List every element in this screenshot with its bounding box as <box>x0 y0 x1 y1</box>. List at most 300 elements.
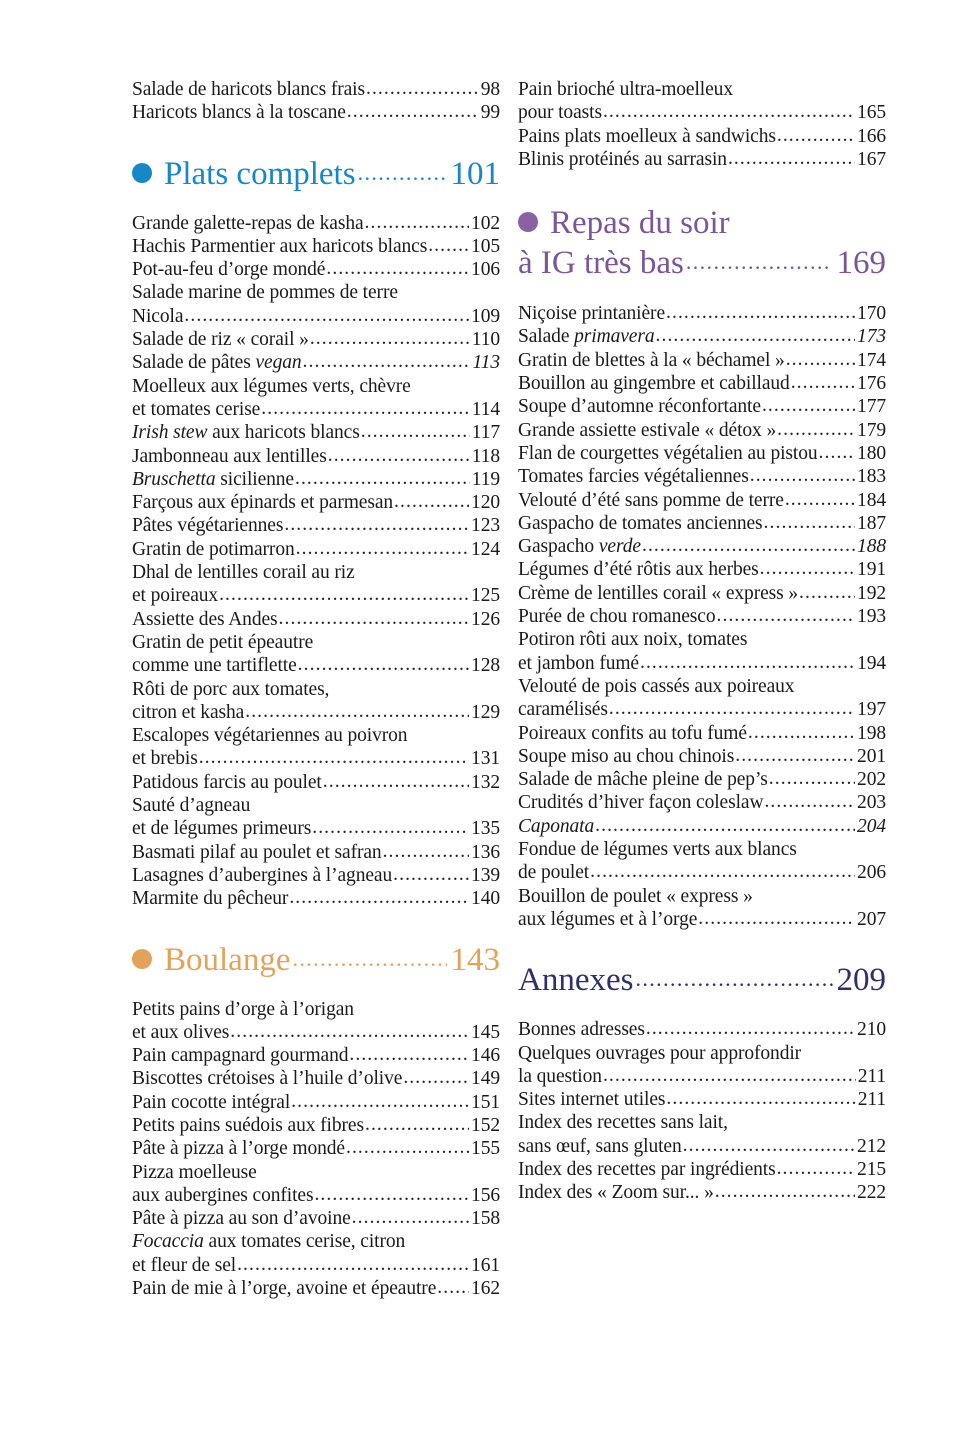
toc-entry-page-number: 211 <box>857 1065 886 1087</box>
toc-entry-page-number: 215 <box>857 1158 886 1180</box>
boulange-entries <box>132 998 500 1301</box>
toc-entry[interactable] <box>518 535 886 558</box>
toc-entry[interactable] <box>518 628 886 651</box>
toc-entry-page-number: 156 <box>471 1184 500 1206</box>
toc-entry-label: Index des « Zoom sur... » <box>518 1182 714 1204</box>
dot-leader <box>656 324 856 347</box>
toc-entry[interactable] <box>132 1184 500 1207</box>
toc-entry-label: Gaspacho verde <box>518 536 641 558</box>
toc-entry-page-number: 201 <box>857 745 886 767</box>
dot-leader <box>403 1066 469 1089</box>
toc-entry-label: Soupe d’automne réconfortante <box>518 396 761 418</box>
toc-entry[interactable] <box>132 584 500 607</box>
toc-entry-label: Soupe miso au chou chinois <box>518 745 735 767</box>
toc-entry[interactable] <box>518 745 886 768</box>
toc-entry-page-number: 202 <box>857 769 886 791</box>
toc-entry[interactable] <box>132 1254 500 1277</box>
toc-entry[interactable] <box>518 791 886 814</box>
toc-entry[interactable] <box>518 465 886 488</box>
toc-entry[interactable] <box>132 514 500 537</box>
section-title-line1: Repas du soir <box>550 205 730 242</box>
toc-entry-label: Sauté d’agneau <box>132 795 251 817</box>
dot-leader <box>683 1134 855 1157</box>
toc-entry[interactable] <box>132 1137 500 1160</box>
toc-entry-page-number: 170 <box>857 303 886 325</box>
toc-entry[interactable] <box>132 887 500 910</box>
toc-entry-label: Index des recettes par ingrédients <box>518 1158 776 1180</box>
toc-entry-page-number: 188 <box>857 536 886 558</box>
toc-entry[interactable] <box>518 512 886 535</box>
dot-leader <box>383 840 469 863</box>
toc-entry-page-number: 174 <box>857 349 886 371</box>
toc-entry[interactable] <box>518 838 886 861</box>
toc-entry[interactable] <box>518 1181 886 1204</box>
toc-entry-page-number: 151 <box>471 1091 500 1113</box>
toc-entry-label: Salade de haricots blancs frais <box>132 79 365 100</box>
section-title-line1-row <box>518 203 886 243</box>
dot-leader <box>394 490 469 513</box>
toc-entry-page-number: 149 <box>471 1068 500 1090</box>
toc-entry[interactable] <box>132 998 500 1021</box>
dot-leader <box>764 511 856 534</box>
dot-leader <box>393 863 469 886</box>
toc-entry-page-number: 167 <box>857 148 886 170</box>
dot-leader <box>762 394 855 417</box>
dot-leader <box>646 1017 855 1040</box>
toc-entry[interactable] <box>132 235 500 258</box>
toc-entry[interactable] <box>132 864 500 887</box>
toc-entry[interactable] <box>132 654 500 677</box>
toc-entry[interactable] <box>518 768 886 791</box>
dot-leader <box>609 697 855 720</box>
toc-entry-label: et aux olives <box>132 1021 230 1043</box>
toc-entry[interactable] <box>518 395 886 418</box>
toc-entry-label: comme une tartiflette <box>132 655 297 677</box>
toc-entry-page-number: 191 <box>857 559 886 581</box>
toc-entry-label: Légumes d’été rôtis aux herbes <box>518 559 759 581</box>
toc-entry-label: Pain de mie à l’orge, avoine et épeautre <box>132 1278 437 1300</box>
toc-entry-page-number: 192 <box>857 582 886 604</box>
toc-entry[interactable] <box>518 815 886 838</box>
toc-entry-label: caramélisés <box>518 699 608 721</box>
dot-leader <box>352 1206 469 1229</box>
toc-entry[interactable] <box>518 885 886 908</box>
toc-entry-label: Patidous farcis au poulet <box>132 771 322 793</box>
toc-entry-page-number: 129 <box>471 701 500 723</box>
toc-entry-label: Bouillon au gingembre et cabillaud <box>518 373 790 395</box>
section-plats-complets[interactable] <box>132 155 500 196</box>
toc-entry-page-number: 114 <box>471 398 500 420</box>
toc-entry[interactable] <box>518 861 886 884</box>
toc-entry-page-number: 113 <box>472 352 500 374</box>
dot-leader <box>728 147 855 170</box>
dot-leader <box>230 1020 469 1043</box>
section-page-number: 101 <box>450 155 500 192</box>
toc-entry[interactable] <box>518 1042 886 1065</box>
toc-entry-label: et de légumes primeurs <box>132 818 312 840</box>
dot-leader <box>764 790 855 813</box>
toc-entry[interactable] <box>518 419 886 442</box>
toc-entry-label: Velouté de pois cassés aux poireaux <box>518 675 795 697</box>
toc-entry[interactable] <box>132 468 500 491</box>
toc-entry-label: Escalopes végétariennes au poivron <box>132 725 408 747</box>
dot-leader <box>640 651 855 674</box>
toc-left-column <box>132 78 500 1300</box>
toc-entry-page-number: 211 <box>857 1089 886 1111</box>
toc-entry[interactable] <box>132 794 500 817</box>
spacer <box>518 1002 886 1018</box>
toc-entry-page-number: 132 <box>471 771 500 793</box>
toc-entry[interactable] <box>518 1088 886 1111</box>
dot-leader <box>199 746 469 769</box>
toc-entry-page-number: 109 <box>471 305 500 327</box>
dot-leader <box>715 1180 855 1203</box>
toc-entry-page-number: 161 <box>471 1254 500 1276</box>
toc-entry-label: Gratin de blettes à la « béchamel » <box>518 349 785 371</box>
toc-entry[interactable] <box>518 698 886 721</box>
toc-entry-label: Petits pains suédois aux fibres <box>132 1114 364 1136</box>
toc-entry[interactable] <box>132 1091 500 1114</box>
toc-entry-page-number: 183 <box>857 466 886 488</box>
section-page-number: 169 <box>836 245 886 282</box>
toc-entry[interactable] <box>518 582 886 605</box>
toc-entry[interactable] <box>132 281 500 304</box>
toc-entry[interactable] <box>132 538 500 561</box>
dot-leader <box>686 242 831 282</box>
dot-leader <box>326 257 469 280</box>
toc-entry[interactable] <box>132 212 500 235</box>
toc-entry[interactable] <box>518 349 886 372</box>
toc-entry-label: citron et kasha <box>132 701 245 723</box>
section-title: Plats complets <box>164 155 356 192</box>
toc-entry-page-number: 207 <box>857 908 886 930</box>
dot-leader <box>323 770 469 793</box>
dot-leader <box>295 467 470 490</box>
dot-leader <box>595 814 855 837</box>
toc-entry-label: Sites internet utiles <box>518 1089 666 1111</box>
toc-entry-page-number: 131 <box>471 748 500 770</box>
toc-entry-page-number: 99 <box>480 102 500 124</box>
toc-entry-page-number: 187 <box>857 512 886 534</box>
toc-entry[interactable] <box>132 701 500 724</box>
toc-entry-label: Grande assiette estivale « détox » <box>518 419 777 441</box>
toc-entry-page-number: 165 <box>857 102 886 124</box>
toc-entry-page-number: 105 <box>471 235 500 257</box>
toc-entry-label: Gratin de potimarron <box>132 538 295 560</box>
toc-entry-page-number: 124 <box>471 538 500 560</box>
toc-entry-label: Gratin de petit épeautre <box>132 631 314 653</box>
dot-leader <box>366 77 479 100</box>
dot-leader <box>237 1253 469 1276</box>
toc-entry-label: Biscottes crétoises à l’huile d’olive <box>132 1068 403 1090</box>
left-lead-entries <box>132 78 500 125</box>
spacer <box>132 125 500 155</box>
toc-entry-page-number: 102 <box>471 212 500 234</box>
dot-leader <box>361 420 470 443</box>
toc-entry-page-number: 140 <box>471 888 500 910</box>
toc-entry-page-number: 106 <box>471 259 500 281</box>
toc-entry[interactable] <box>132 1021 500 1044</box>
toc-entry[interactable] <box>132 375 500 398</box>
dot-leader <box>777 124 855 147</box>
toc-entry-label: et tomates cerise <box>132 398 261 420</box>
toc-entry-label: Tomates farcies végétaliennes <box>518 466 749 488</box>
toc-entry-label: Crudités d’hiver façon coleslaw <box>518 792 764 814</box>
toc-entry-page-number: 204 <box>857 815 886 837</box>
toc-entry[interactable] <box>132 421 500 444</box>
toc-entry-label: Rôti de porc aux tomates, <box>132 678 330 700</box>
toc-entry[interactable] <box>518 1065 886 1088</box>
section-title-line2-row <box>518 243 886 286</box>
toc-entry-label-italic: vegan <box>255 352 302 374</box>
dot-leader <box>748 721 855 744</box>
toc-entry-label: Potiron rôti aux noix, tomates <box>518 629 748 651</box>
dot-leader <box>291 1090 469 1113</box>
toc-entry-label: Moelleux aux légumes verts, chèvre <box>132 375 411 397</box>
dot-leader <box>298 653 469 676</box>
section-boulange[interactable] <box>132 941 500 982</box>
toc-entry[interactable] <box>518 908 886 931</box>
toc-entry-page-number: 222 <box>857 1182 886 1204</box>
dot-leader <box>642 534 855 557</box>
toc-entry[interactable] <box>132 771 500 794</box>
toc-entry[interactable] <box>132 351 500 374</box>
toc-entry-label: de poulet <box>518 862 590 884</box>
toc-entry[interactable] <box>132 491 500 514</box>
toc-entry-label: aux aubergines confites <box>132 1184 314 1206</box>
toc-entry-page-number: 119 <box>471 468 500 490</box>
toc-entry-label: Fondue de légumes verts aux blancs <box>518 839 797 861</box>
toc-entry[interactable] <box>518 1158 886 1181</box>
toc-entry-page-number: 194 <box>857 652 886 674</box>
dot-leader <box>289 886 469 909</box>
section-title-line2: à IG très bas <box>518 245 684 282</box>
toc-entry[interactable] <box>132 258 500 281</box>
dot-leader <box>698 907 855 930</box>
toc-entry[interactable] <box>132 78 500 101</box>
toc-entry-label: Gaspacho de tomates anciennes <box>518 512 763 534</box>
toc-entry-label: Pâte à pizza à l’orge mondé <box>132 1138 345 1160</box>
toc-entry-label: Quelques ouvrages pour approfondir <box>518 1042 802 1064</box>
toc-entry-page-number: 110 <box>471 329 500 351</box>
toc-entry[interactable] <box>518 372 886 395</box>
orange-dot-icon <box>132 949 152 969</box>
dot-leader <box>296 537 469 560</box>
toc-entry[interactable] <box>518 78 886 101</box>
dot-leader <box>769 767 855 790</box>
toc-entry[interactable] <box>132 608 500 631</box>
toc-entry[interactable] <box>132 1114 500 1137</box>
toc-entry-page-number: 120 <box>471 492 500 514</box>
repas-du-soir-entries <box>518 302 886 931</box>
spacer <box>132 982 500 998</box>
dot-leader <box>785 488 855 511</box>
toc-entry-page-number: 184 <box>857 489 886 511</box>
toc-entry-label: Assiette des Andes <box>132 608 278 630</box>
toc-entry[interactable] <box>518 652 886 675</box>
dot-leader <box>312 816 469 839</box>
toc-entry[interactable] <box>132 398 500 421</box>
toc-entry[interactable] <box>132 678 500 701</box>
toc-entry[interactable] <box>518 558 886 581</box>
toc-entry[interactable] <box>132 631 500 654</box>
toc-entry-page-number: 155 <box>471 1138 500 1160</box>
toc-entry-label: Marmite du pêcheur <box>132 888 289 910</box>
toc-entry-label: Salade primavera <box>518 326 655 348</box>
toc-entry[interactable] <box>518 1135 886 1158</box>
toc-entry-label: Irish stew aux haricots blancs <box>132 422 360 444</box>
toc-entry-label: Hachis Parmentier aux haricots blancs <box>132 235 428 257</box>
section-page-number: 143 <box>450 941 500 978</box>
toc-entry-page-number: 139 <box>471 864 500 886</box>
toc-entry-page-number: 173 <box>857 326 886 348</box>
toc-entry-label: Focaccia aux tomates cerise, citron <box>132 1231 406 1253</box>
toc-entry-label: Blinis protéinés au sarrasin <box>518 148 727 170</box>
toc-entry[interactable] <box>132 1044 500 1067</box>
toc-entry-label: Pizza moelleuse <box>132 1161 257 1183</box>
toc-entry-page-number: 98 <box>480 79 500 100</box>
toc-entry-label: Pot-au-feu d’orge mondé <box>132 259 326 281</box>
toc-entry-page-number: 210 <box>857 1019 886 1041</box>
toc-entry-page-number: 203 <box>857 792 886 814</box>
toc-entry[interactable] <box>132 1067 500 1090</box>
toc-entry-page-number: 125 <box>471 585 500 607</box>
section-title: Boulange <box>164 941 291 978</box>
toc-entry-label: Salade marine de pommes de terre <box>132 282 398 304</box>
toc-entry-label: Poireaux confits au tofu fumé <box>518 722 747 744</box>
toc-entry[interactable] <box>132 328 500 351</box>
dot-leader <box>245 700 469 723</box>
toc-entry-label: Grande galette-repas de kasha <box>132 212 364 234</box>
toc-entry-label-italic: Bruschetta <box>132 468 216 490</box>
toc-entry-label: Farçous aux épinards et parmesan <box>132 492 394 514</box>
toc-entry-label-italic: Irish stew <box>132 422 208 444</box>
toc-entry-label-italic: verde <box>598 536 641 558</box>
toc-entry-page-number: 180 <box>857 442 886 464</box>
toc-entry-page-number: 198 <box>857 722 886 744</box>
toc-entry-label: Salade de mâche pleine de pep’s <box>518 769 768 791</box>
dot-leader <box>760 557 855 580</box>
dot-leader <box>347 100 479 123</box>
toc-entry[interactable] <box>132 1207 500 1230</box>
dot-leader <box>799 581 855 604</box>
toc-entry-page-number: 117 <box>471 422 500 444</box>
toc-entry-label: Salade de pâtes vegan <box>132 352 302 374</box>
toc-entry[interactable] <box>132 1230 500 1253</box>
dot-leader <box>303 350 471 373</box>
dot-leader <box>328 444 470 467</box>
dot-leader <box>284 513 469 536</box>
toc-entry[interactable] <box>518 302 886 325</box>
spacer <box>132 196 500 212</box>
toc-entry-label: Lasagnes d’aubergines à l’agneau <box>132 864 393 886</box>
toc-entry-page-number: 152 <box>471 1114 500 1136</box>
toc-entry-label: Bruschetta sicilienne <box>132 468 294 490</box>
dot-leader <box>735 744 855 767</box>
spacer <box>518 286 886 302</box>
toc-entry-label: pour toasts <box>518 102 602 124</box>
toc-columns <box>132 78 895 1300</box>
toc-entry-label: et poireaux <box>132 585 219 607</box>
toc-entry-page-number: 126 <box>471 608 500 630</box>
toc-entry[interactable] <box>132 724 500 747</box>
toc-entry-page-number: 177 <box>857 396 886 418</box>
dot-leader <box>437 1276 469 1299</box>
toc-entry[interactable] <box>518 125 886 148</box>
toc-entry[interactable] <box>132 841 500 864</box>
spacer <box>132 911 500 941</box>
toc-entry-label: Pain campagnard gourmand <box>132 1045 349 1067</box>
toc-entry[interactable] <box>132 1161 500 1184</box>
toc-entry[interactable] <box>132 817 500 840</box>
dot-leader <box>365 211 470 234</box>
toc-entry-label: Basmati pilaf au poulet et safran <box>132 841 382 863</box>
section-title: Annexes <box>518 962 634 999</box>
toc-entry[interactable] <box>132 101 500 124</box>
dot-leader <box>184 304 469 327</box>
toc-entry-page-number: 206 <box>857 862 886 884</box>
toc-entry-label: Pâtes végétariennes <box>132 515 284 537</box>
section-repas-du-soir[interactable] <box>518 203 886 286</box>
spacer <box>518 931 886 961</box>
plats-complets-entries <box>132 212 500 911</box>
toc-entry[interactable] <box>518 148 886 171</box>
toc-entry[interactable] <box>132 445 500 468</box>
toc-entry-label: Pains plats moelleux à sandwichs <box>518 125 776 147</box>
toc-entry-label: et jambon fumé <box>518 652 639 674</box>
dot-leader <box>603 100 855 123</box>
dot-leader <box>346 1136 469 1159</box>
toc-entry[interactable] <box>518 489 886 512</box>
toc-entry-page-number: 179 <box>857 419 886 441</box>
toc-entry[interactable] <box>518 675 886 698</box>
toc-entry-page-number: 135 <box>471 818 500 840</box>
toc-entry-page-number: 193 <box>857 606 886 628</box>
toc-entry-label: Velouté d’été sans pomme de terre <box>518 489 784 511</box>
toc-entry[interactable] <box>132 747 500 770</box>
right-lead-entries <box>518 78 886 171</box>
toc-entry[interactable] <box>132 1277 500 1300</box>
toc-entry-label: sans œuf, sans gluten <box>518 1135 682 1157</box>
toc-entry[interactable] <box>518 442 886 465</box>
dot-leader <box>349 1043 469 1066</box>
toc-entry[interactable] <box>518 101 886 124</box>
dot-leader <box>635 960 832 998</box>
section-page-number: 209 <box>836 962 886 999</box>
toc-right-column <box>518 78 886 1205</box>
toc-entry-label: et brebis <box>132 748 198 770</box>
section-annexes[interactable] <box>518 961 886 1002</box>
toc-entry[interactable] <box>518 605 886 628</box>
toc-entry[interactable] <box>518 1111 886 1134</box>
toc-entry-label: Pain cocotte intégral <box>132 1091 291 1113</box>
dot-leader <box>786 348 855 371</box>
toc-entry[interactable] <box>132 305 500 328</box>
dot-leader <box>590 860 855 883</box>
toc-entry[interactable] <box>518 325 886 348</box>
dot-leader <box>666 1087 855 1110</box>
toc-entry[interactable] <box>518 722 886 745</box>
toc-entry[interactable] <box>132 561 500 584</box>
dot-leader <box>261 397 470 420</box>
toc-entry-page-number: 145 <box>471 1021 500 1043</box>
toc-entry-label: la question <box>518 1065 602 1087</box>
toc-entry-label: Bonnes adresses <box>518 1019 645 1041</box>
toc-entry-page-number: 162 <box>471 1278 500 1300</box>
dot-leader <box>365 1113 469 1136</box>
toc-entry[interactable] <box>518 1018 886 1041</box>
dot-leader <box>358 154 447 192</box>
